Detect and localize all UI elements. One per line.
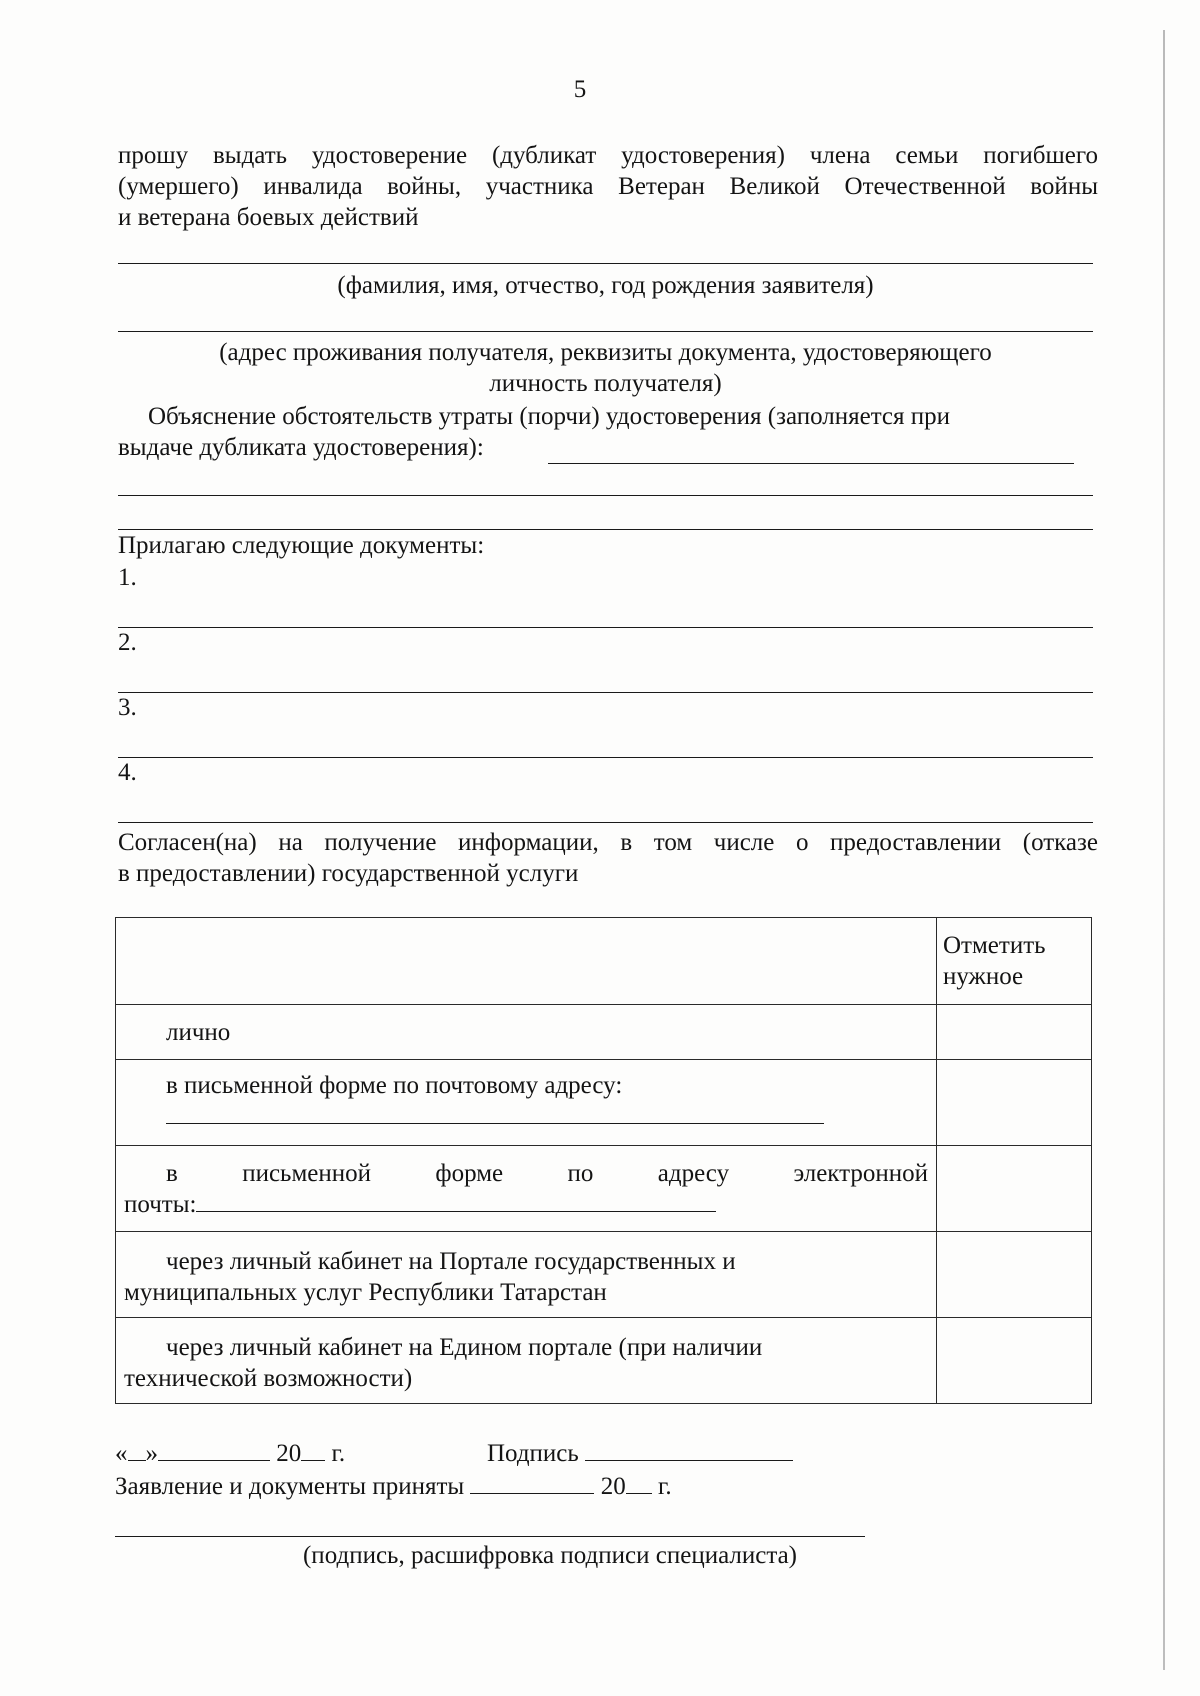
consent-line-2: в предоставлении) государственной услуги	[118, 860, 579, 887]
email-word: по	[567, 1160, 594, 1187]
option-email-line-1	[124, 1158, 928, 1189]
table-header-row	[116, 918, 1092, 1005]
email-word: электронной	[793, 1160, 928, 1187]
applicant-caption: (фамилия, имя, отчество, год рождения заявителя)	[337, 272, 874, 299]
option-email	[116, 1146, 937, 1232]
option-rt-portal-line-1: через личный кабинет на Портале государственных и	[166, 1248, 736, 1275]
request-line-2: (умершего) инвалида войны, участника Ветеран Великой Отечественной войны	[118, 173, 1098, 200]
signature-fill-line[interactable]	[585, 1438, 793, 1461]
specialist-caption: (подпись, расшифровка подписи специалиста)	[302, 1542, 797, 1569]
date-quote-open: «	[115, 1440, 128, 1467]
option-email-line-2: почты:	[124, 1191, 197, 1218]
request-paragraph	[118, 140, 1098, 233]
date-signature-line	[115, 1438, 345, 1469]
table-row	[116, 1060, 1092, 1146]
attachment-number-1: 1.	[118, 564, 137, 591]
signature-block	[487, 1438, 793, 1469]
option-post-label: в письменной форме по почтовому адресу:	[166, 1072, 623, 1099]
option-post	[116, 1060, 937, 1146]
attachment-number-2: 2.	[118, 629, 137, 656]
scan-edge-line	[1163, 30, 1165, 1670]
email-word: форме	[435, 1160, 504, 1187]
address-caption-line-1: (адрес проживания получателя, реквизиты документа, удостоверяющего	[219, 339, 992, 366]
table-row	[116, 1146, 1092, 1232]
address-fill-line[interactable]	[118, 331, 1093, 332]
explanation-line-1: Объяснение обстоятельств утраты (порчи) удостоверения (заполняется при	[148, 403, 951, 430]
option-unified-portal-line-2: технической возможности)	[124, 1365, 413, 1392]
consent-paragraph	[118, 827, 1098, 889]
attachment-fill-line-3[interactable]	[118, 757, 1093, 758]
accepted-year-prefix: 20	[600, 1473, 626, 1500]
mark-header-line-2: нужное	[943, 963, 1024, 990]
option-personally	[116, 1005, 937, 1060]
mark-email-checkbox[interactable]	[937, 1146, 1092, 1232]
mark-unified-portal-checkbox[interactable]	[937, 1318, 1092, 1404]
signature-label: Подпись	[487, 1440, 579, 1467]
table-row	[116, 1232, 1092, 1318]
page-number: 5	[573, 76, 587, 103]
attachment-number-3: 3.	[118, 694, 137, 721]
date-quote-close: »	[145, 1440, 158, 1467]
mark-personally-checkbox[interactable]	[937, 1005, 1092, 1060]
year-fill-line[interactable]	[301, 1438, 325, 1461]
month-fill-line[interactable]	[158, 1438, 270, 1461]
option-rt-portal	[116, 1232, 937, 1318]
mark-rt-portal-checkbox[interactable]	[937, 1232, 1092, 1318]
option-unified-portal-line-1: через личный кабинет на Едином портале (при наличии	[166, 1334, 763, 1361]
mark-header-line-1: Отметить	[943, 932, 1046, 959]
post-address-fill-line[interactable]	[166, 1109, 824, 1124]
attachment-fill-line-1[interactable]	[118, 627, 1093, 628]
year-prefix: 20	[276, 1440, 302, 1467]
delivery-options-table	[115, 917, 1092, 1404]
attachments-heading: Прилагаю следующие документы:	[118, 532, 485, 559]
request-line-1: прошу выдать удостоверение (дубликат удостоверения) члена семьи погибшего	[118, 142, 1098, 169]
option-unified-portal	[116, 1318, 937, 1404]
accepted-date-fill-line[interactable]	[470, 1471, 594, 1494]
explanation-line-2: выдаче дубликата удостоверения):	[118, 434, 484, 461]
applicant-fill-line[interactable]	[118, 263, 1093, 264]
option-rt-portal-line-2: муниципальных услуг Республики Татарстан	[124, 1279, 607, 1306]
mark-header-cell	[937, 918, 1092, 1005]
request-line-3: и ветерана боевых действий	[118, 204, 419, 231]
accepted-year-suffix: г.	[657, 1473, 672, 1500]
day-fill-line[interactable]	[128, 1438, 146, 1461]
year-suffix: г.	[331, 1440, 346, 1467]
specialist-signature-fill-line[interactable]	[115, 1536, 865, 1537]
address-caption-line-2: личность получателя)	[489, 370, 722, 397]
email-address-fill-line[interactable]	[196, 1189, 716, 1212]
attachment-fill-line-2[interactable]	[118, 692, 1093, 693]
accepted-year-fill-line[interactable]	[626, 1471, 652, 1494]
header-empty-cell	[116, 918, 937, 1005]
accepted-line	[115, 1471, 672, 1502]
table-row	[116, 1005, 1092, 1060]
option-personally-label: лично	[166, 1019, 231, 1046]
mark-post-checkbox[interactable]	[937, 1060, 1092, 1146]
explanation-fill-line-1[interactable]	[548, 463, 1074, 464]
explanation-fill-line-2[interactable]	[118, 495, 1093, 496]
email-word: письменной	[242, 1160, 371, 1187]
email-word: в	[166, 1160, 178, 1187]
attachment-number-4: 4.	[118, 759, 137, 786]
attachment-fill-line-4[interactable]	[118, 822, 1093, 823]
email-word: адресу	[657, 1160, 730, 1187]
accepted-label: Заявление и документы приняты	[115, 1473, 465, 1500]
table-row	[116, 1318, 1092, 1404]
consent-line-1: Согласен(на) на получение информации, в том числе о предоставлении (отказе	[118, 829, 1098, 856]
